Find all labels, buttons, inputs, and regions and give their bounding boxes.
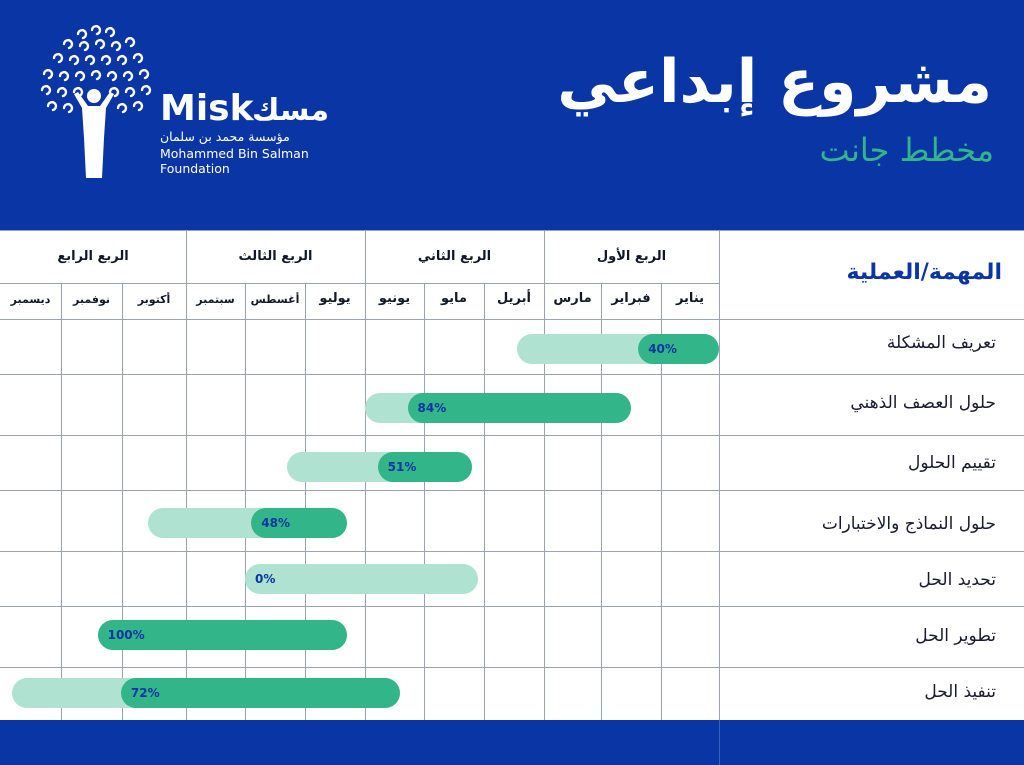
logo-line-en-2: Foundation <box>160 161 230 176</box>
task-progress-label: 72% <box>130 686 160 700</box>
month-label: مارس <box>553 291 592 306</box>
task-label: تنفيذ الحل <box>924 682 996 702</box>
month-label: فبراير <box>611 291 651 306</box>
footer-band <box>0 720 1024 765</box>
task-progress-label: 0% <box>255 572 276 586</box>
footer-divider <box>719 720 720 765</box>
page-subtitle: مخطط جانت <box>819 131 994 169</box>
task-progress-label: 40% <box>648 342 677 356</box>
logo-line-ar: مؤسسة محمد بن سلمان <box>160 129 290 144</box>
task-label: تحديد الحل <box>918 570 996 590</box>
task-label: تطوير الحل <box>915 626 996 646</box>
month-label: ديسمبر <box>10 293 51 306</box>
month-label: مايو <box>441 291 467 306</box>
misk-logo <box>30 20 350 190</box>
task-bar <box>245 564 478 594</box>
task-progress-label: 84% <box>417 401 447 415</box>
month-label: أكتوبر <box>137 293 171 306</box>
task-label: حلول النماذج والاختبارات <box>821 514 996 534</box>
task-progress-label: 48% <box>261 516 291 530</box>
quarter-label: الربع الأول <box>596 249 667 264</box>
task-progress-label: 100% <box>107 628 145 642</box>
task-progress-bar <box>121 678 401 708</box>
tree-icon <box>30 20 160 190</box>
task-label: تقييم الحلول <box>908 453 996 473</box>
month-label: يناير <box>675 291 705 306</box>
quarter-label: الربع الثاني <box>417 249 492 264</box>
month-label: يونيو <box>378 291 411 306</box>
quarter-label: الربع الرابع <box>57 249 129 264</box>
task-label: تعريف المشكلة <box>886 333 996 353</box>
month-label: أغسطس <box>250 293 300 306</box>
month-label: أبريل <box>497 291 531 306</box>
page-title: مشروع إبداعي <box>557 47 992 117</box>
logo-word-ar: مسك <box>252 93 330 128</box>
task-column-header: المهمة/العملية <box>846 260 1002 285</box>
task-label: حلول العصف الذهني <box>850 393 996 413</box>
month-label: سبتمبر <box>196 293 235 306</box>
task-progress-label: 51% <box>387 460 417 474</box>
month-label: يوليو <box>319 291 351 306</box>
quarter-label: الربع الثالث <box>238 249 313 264</box>
month-label: نوفمبر <box>73 293 110 306</box>
logo-word-en: Misk <box>160 88 254 129</box>
logo-line-en-1: Mohammed Bin Salman <box>160 146 309 161</box>
